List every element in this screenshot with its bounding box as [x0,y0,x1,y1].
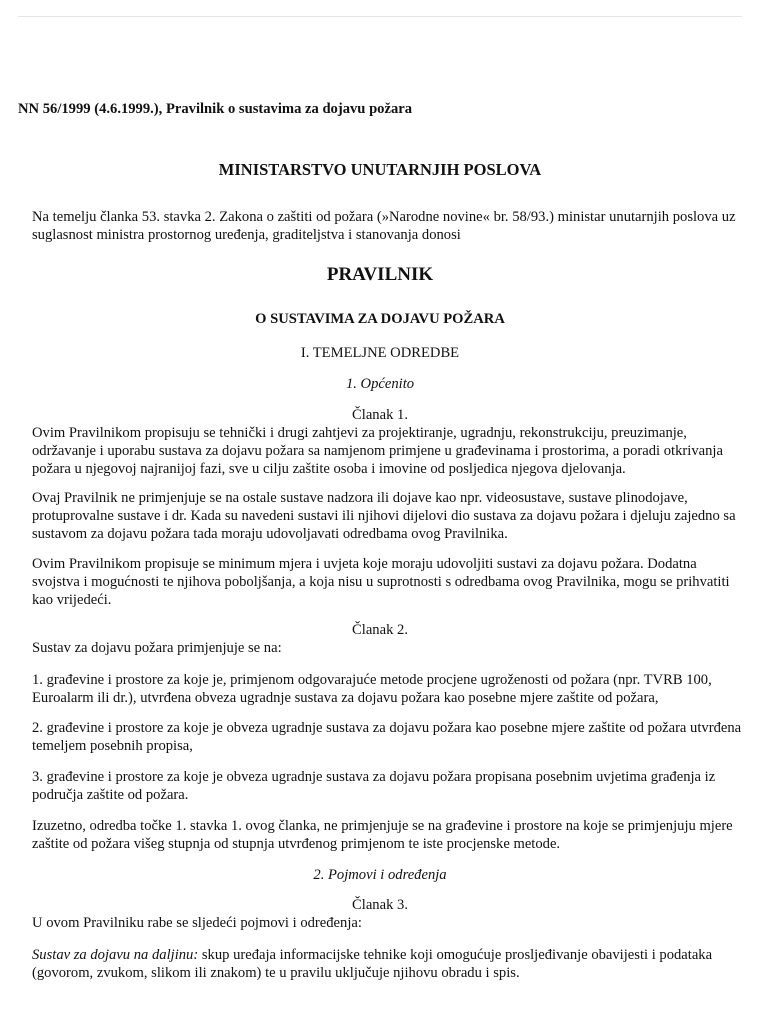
article-3-heading: Članak 3. [352,897,408,913]
subsection-heading-2: 2. Pojmovi i određenja [313,867,447,883]
term-definition: skup uređaja informacijske tehnike koji omogućuje prosljeđivanje obavijesti i podataka (govorom, zvukom, slikom ili znakom) te u pravilu uključuje njihovu obradu i spis. [32,947,713,981]
top-divider [18,16,742,17]
subsection-heading-1: 1. Općenito [345,376,415,392]
article-3-term-1 [32,946,742,982]
article-1-paragraph-3: Ovim Pravilnikom propisuje se minimum mjera i uvjeta koje moraju udovoljiti sustavi za dojavu požara. Dodatna svojstva i mogućnosti te njihova poboljšanja, a koja nisu u suprotnosti s odredbama ovog Pravilnika, mogu se prihvatiti kao vrijedeći. [32,556,730,608]
document-title: PRAVILNIK [326,264,434,285]
document-reference: NN 56/1999 (4.6.1999.), Pravilnik o sustavima za dojavu požara [18,101,413,117]
article-2-intro: Sustav za dojavu požara primjenjuje se na: [32,640,282,656]
section-heading-1: I. TEMELJNE ODREDBE [300,345,460,361]
term-name: Sustav za dojavu na daljinu: [32,947,199,963]
preamble-paragraph: Na temelju članka 53. stavka 2. Zakona o zaštiti od požara (»Narodne novine« br. 58/93.) ministar unutarnjih poslova uz suglasnost ministra prostornog uređenja, graditeljstva i stanovanja donosi [32,209,736,243]
ministry-heading: MINISTARSTVO UNUTARNJIH POSLOVA [218,160,542,179]
article-2-item-1: 1. građevine i prostore za koje je, primjenom odgovarajuće metode procjene ugroženosti od požara (npr. TVRB 100, Euroalarm ili dr.), utvrđena obveza ugradnje sustava za dojavu požara kao posebne mjere zaštite od požara, [32,672,712,706]
article-2-item-2: 2. građevine i prostore za koje je obveza ugradnje sustava za dojavu požara kao posebne mjere zaštite od požara utvrđena temeljem posebnih propisa, [32,720,742,754]
document-subtitle: O SUSTAVIMA ZA DOJAVU POŽARA [255,311,505,327]
article-2-item-3: 3. građevine i prostore za koje je obveza ugradnje sustava za dojavu požara propisana posebnim uvjetima građenja iz područja zaštite od požara. [32,769,716,803]
article-2-exception: Izuzetno, odredba točke 1. stavka 1. ovog članka, ne primjenjuje se na građevine i prostore na koje se primjenjuju mjere zaštite od požara višeg stupnja od stupnja utvrđenog primjenom te iste procjenske metode. [32,818,733,852]
article-1-paragraph-1: Ovim Pravilnikom propisuju se tehnički i drugi zahtjevi za projektiranje, ugradnju, rekonstrukciju, preuzimanje, održavanje i uporabu sustava za dojavu požara sa namjenom primjene u građevinama i prostorima, a poradi otkrivanja požara u njegovoj najranijoj fazi, sve u cilju zaštite osoba i imovine od posljedica njegova djelovanja. [32,425,723,477]
article-1-heading: Članak 1. [352,407,408,423]
article-2-heading: Članak 2. [352,622,408,638]
article-3-intro: U ovom Pravilniku rabe se sljedeći pojmovi i određenja: [32,915,362,931]
article-1-paragraph-2: Ovaj Pravilnik ne primjenjuje se na ostale sustave nadzora ili dojave kao npr. videosustave, sustave plinodojave, protuprovalne sustave i dr. Kada su navedeni sustavi ili njihovi dijelovi dio sustava za dojavu požara i djeluju zajedno sa sustavom za dojavu požara tada moraju udovoljavati odredbama ovog Pravilnika. [32,490,736,542]
